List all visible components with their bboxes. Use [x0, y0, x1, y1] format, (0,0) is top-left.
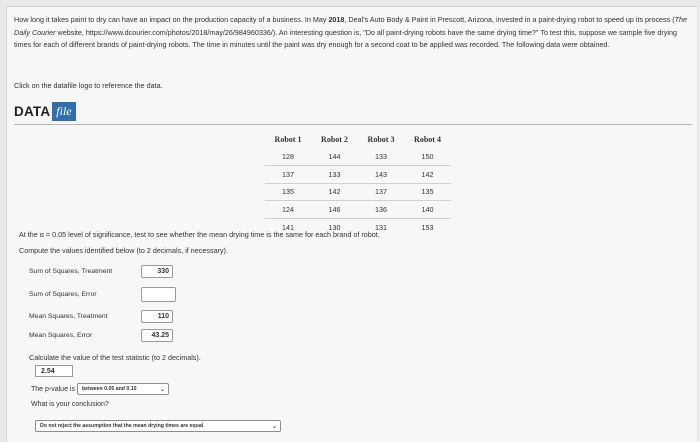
table-row [265, 201, 451, 219]
col-header-robot-2: Robot 2 [321, 135, 348, 144]
ms-treatment-label: Mean Squares, Treatment [29, 313, 108, 320]
pvalue-label: The p-value is [31, 385, 75, 393]
pvalue-selected: between 0.05 and 0.10 [81, 386, 137, 392]
test-statistic-input[interactable]: 2.54 [35, 365, 73, 377]
question-year: 2018 [328, 15, 345, 24]
col-header-robot-4: Robot 4 [414, 135, 441, 144]
table-cell: 144 [311, 148, 358, 165]
ss-treatment-label: Sum of Squares, Treatment [29, 268, 113, 275]
table-cell: 128 [265, 148, 311, 165]
question-source: The Daily Courier [14, 15, 688, 37]
click-note: Click on the datafile logo to reference the data. [14, 81, 163, 90]
table-cell: 133 [311, 165, 358, 183]
pvalue-select[interactable] [77, 383, 169, 395]
table-cell: 150 [404, 148, 451, 165]
ss-error-row [29, 287, 176, 302]
table-cell: 141 [282, 223, 294, 233]
table-cell: 130 [328, 223, 341, 233]
ms-treatment-row [29, 310, 173, 323]
conclusion-question: What is your conclusion? [31, 401, 109, 408]
ms-error-input[interactable]: 43.25 [141, 329, 173, 342]
chevron-down-icon: ⌄ [159, 386, 165, 393]
data-label: DATA [14, 104, 51, 119]
ss-error-input[interactable] [141, 287, 176, 302]
table-cell: 124 [265, 201, 311, 219]
conclusion-select[interactable] [35, 420, 281, 432]
question-page [6, 6, 697, 442]
chevron-down-icon: ⌄ [271, 423, 277, 430]
conclusion-select-wrap [35, 414, 281, 432]
col-header-robot-1: Robot 1 [274, 135, 302, 144]
pvalue-row [31, 383, 169, 395]
data-table [265, 131, 451, 236]
question-part-3: website, https://www.dcourier.com/photos/2018/may/26/984960336/). An interesting question is, "Do all paint-drying robots have the same drying time?" To test this, suppose we sample five drying times for each of different brands of paint-drying robots. The time in minutes until the paint was dry enough for a second coat to be applied was recorded. The following data were obtained. [14, 27, 677, 49]
compute-instructions: Compute the values identified below (to 2 decimals, if necessary). [19, 246, 228, 255]
table-cell: 136 [358, 201, 404, 219]
file-icon[interactable]: file [52, 102, 75, 121]
ss-treatment-input[interactable]: 330 [141, 265, 173, 278]
divider [14, 124, 692, 125]
table-cell: 142 [404, 165, 451, 183]
table-row [265, 148, 451, 165]
conclusion-selected: Do not reject the assumption that the mean drying times are equal [40, 423, 204, 429]
ms-error-row [29, 329, 173, 342]
table-cell: 142 [311, 183, 358, 201]
col-header-robot-3: Robot 3 [367, 135, 395, 144]
table-cell: 153 [421, 223, 434, 233]
table-row [265, 165, 451, 183]
ss-treatment-row [29, 265, 173, 278]
table-cell: 137 [358, 183, 404, 201]
table-cell: 146 [311, 201, 358, 219]
table-cell: 135 [265, 183, 311, 201]
table-row [265, 183, 451, 201]
table-cell: 137 [265, 165, 311, 183]
table-cell: 133 [358, 148, 404, 165]
table-cell: 143 [358, 165, 404, 183]
ss-error-label: Sum of Squares, Error [29, 291, 97, 298]
test-statistic-instructions: Calculate the value of the test statistic (to 2 decimals). [29, 353, 201, 362]
datafile-logo[interactable] [14, 102, 76, 121]
ms-error-label: Mean Squares, Error [29, 332, 93, 339]
ms-treatment-input[interactable]: 110 [141, 310, 173, 323]
table-cell: 140 [404, 201, 451, 219]
significance-text: At the α = 0.05 level of significance, test to see whether the mean drying time is the same for each brand of robot. [19, 230, 380, 239]
table-cell: 131 [375, 223, 387, 233]
table-cell: 135 [404, 183, 451, 201]
question-text [14, 14, 696, 52]
question-part-1: How long it takes paint to dry can have an impact on the production capacity of a business. In May [14, 15, 329, 24]
question-part-2: , Deal's Auto Body & Paint in Prescott, Arizona, invested in a paint-drying robot to speed up its process ( [344, 15, 675, 24]
